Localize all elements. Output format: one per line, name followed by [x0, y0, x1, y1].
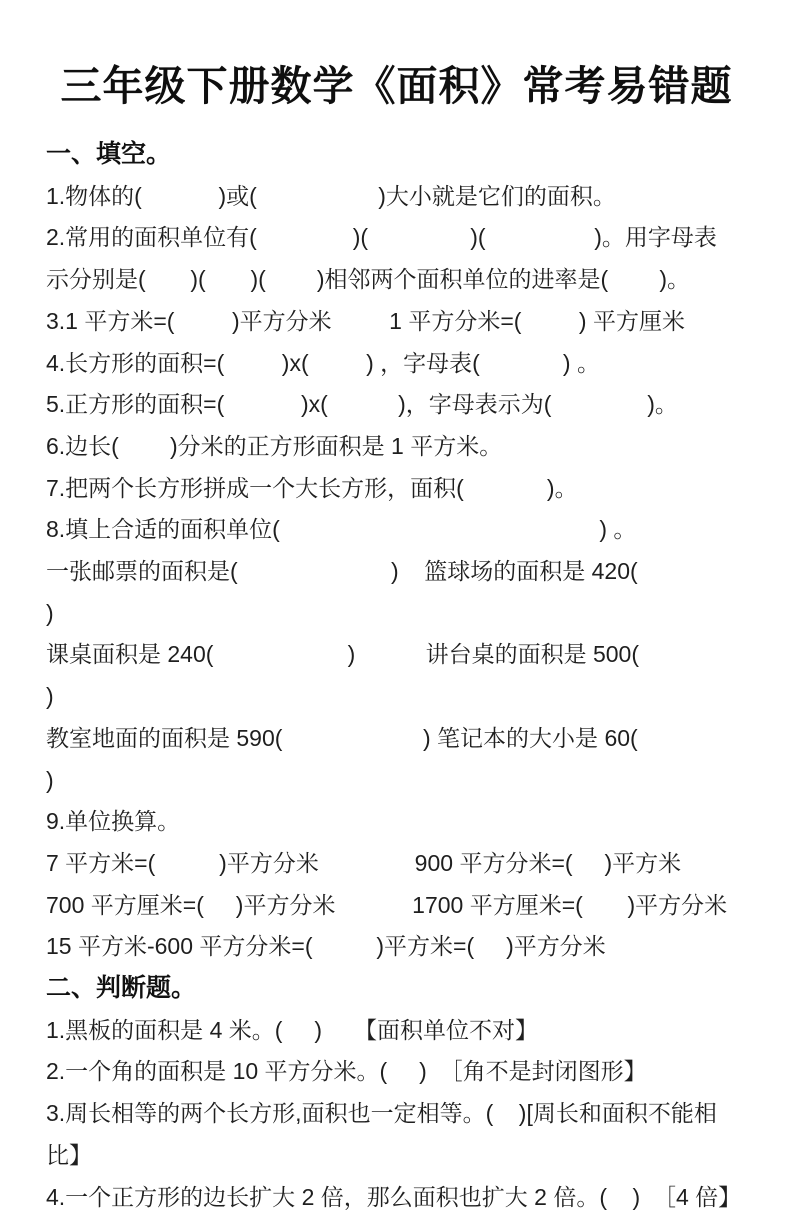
s2-q2-judgement-angle: 2.一个角的面积是 10 平方分米。( ) ［角不是封闭图形】: [46, 1058, 647, 1085]
s1-q9-row-3: 15 平方米-600 平方分米=( )平方米=( )平方分米: [46, 933, 606, 960]
s1-q3-unit-conversion: 3.1 平方米=( )平方分米 1 平方分米=( ) 平方厘米: [46, 307, 685, 334]
s1-q8-fill-area-units: 8.填上合适的面积单位( ) 。: [46, 516, 637, 543]
s1-q9-row-1: 7 平方米=( )平方分米 900 平方分米=( )平方米: [46, 849, 682, 876]
s1-q4-rectangle-area-formula: 4.长方形的面积=( )x( ) ，字母表( ) 。: [46, 349, 600, 376]
s2-q1-judgement-blackboard: 1.黑板的面积是 4 米。( ) 【面积单位不对】: [46, 1016, 538, 1043]
s1-q8-row-stamp-court: 一张邮票的面积是( ) 篮球场的面积是 420( ): [46, 558, 753, 626]
section-2-heading: 二、判断题。: [46, 974, 197, 1003]
s2-q3-judgement-perimeter: 3.周长相等的两个长方形,面积也一定相等。( )[周长和面积不能相比】: [46, 1100, 717, 1168]
worksheet-body: [0, 134, 793, 1218]
s1-q9-row-2: 700 平方厘米=( )平方分米 1700 平方厘米=( )平方分米: [46, 891, 728, 918]
s2-q4-judgement-enlarge: 4.一个正方形的边长扩大 2 倍，那么面积也扩大 2 倍。( ) ［4 倍】: [46, 1183, 742, 1210]
s1-q9-unit-conversion-heading: 9.单位换算。: [46, 808, 181, 835]
s1-q5-square-area-formula: 5.正方形的面积=( )x( )，字母表示为( )。: [46, 391, 678, 418]
section-1-heading: 一、填空。: [46, 140, 172, 168]
s1-q2-continuation: 示分别是( )( )( )相邻两个面积单位的进率是( )。: [46, 266, 690, 293]
s1-q8-row-classroom-notebook: 教室地面的面积是 590( ) 笔记本的大小是 60( ): [46, 724, 766, 793]
s1-q2-fill-blank: 2.常用的面积单位有( )( )( )。用字母表: [46, 224, 717, 251]
s1-q6-side-length: 6.边长( )分米的正方形面积是 1 平方米。: [46, 432, 503, 459]
s1-q8-row-desk-podium: 课桌面积是 240( ) 讲台桌的面积是 500( ): [46, 641, 755, 710]
s1-q7-combined-rectangles: 7.把两个长方形拼成一个大长方形，面积( )。: [46, 474, 578, 501]
s1-q1-fill-blank: 1.物体的( )或( )大小就是它们的面积。: [46, 182, 616, 209]
worksheet-title: 三年级下册数学《面积》常考易错题: [60, 63, 733, 109]
